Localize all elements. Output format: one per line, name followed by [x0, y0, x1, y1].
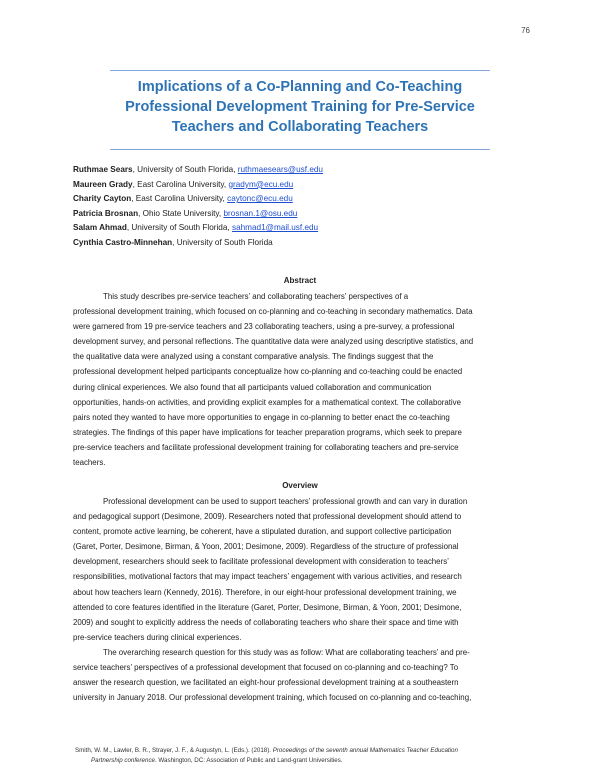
citation-footer	[75, 746, 458, 766]
text-line: Professional development can be used to support teachers’ professional growth and can vary in duration	[103, 497, 468, 506]
author-affiliation: , East Carolina University,	[131, 194, 228, 204]
text-line: This study describes pre-service teachers’ and collaborating teachers’ perspectives of a	[103, 292, 409, 301]
author-name: Cynthia Castro-Minnehan	[73, 237, 173, 247]
text-line: attended to core features identified in the literature (Garet, Porter, Desimone, Birman, & Yoon, 2001; Desimone,	[73, 602, 462, 612]
footer-line	[75, 756, 458, 766]
title-line: Teachers and Collaborating Teachers	[171, 119, 429, 135]
author-affiliation: , University of South Florida,	[126, 223, 232, 233]
text-line: 2009) and sought to explicitly address the needs of collaborating teachers who share their space and time with	[73, 617, 459, 627]
title-line: Professional Development Training for Pre-Service	[125, 99, 475, 115]
title-bottom-rule	[110, 149, 490, 150]
text-line: the qualitative data were analyzed using a constant comparative analysis. The findings suggest that the	[73, 352, 434, 362]
text-line: development, researchers should seek to facilitate professional development with consideration to teachers’	[73, 557, 449, 567]
text-line: strategies. The findings of this paper have implications for teacher preparation programs, which seek to prepare	[73, 427, 462, 437]
author-email-link[interactable]: gradym@ecu.edu	[228, 179, 294, 189]
overview-heading: Overview	[282, 481, 318, 490]
text-line: responsibilities, motivational factors that may impact teachers’ engagement with various activities, and research	[73, 572, 462, 582]
text-line: answer the research question, we facilitated an eight-hour professional development training at a southeastern	[73, 678, 459, 688]
footer-line	[75, 746, 458, 756]
text-line: content, promote active learning, be coherent, have a stipulated duration, and support collective participation	[73, 527, 452, 537]
author-email-link[interactable]: brosnan.1@osu.edu	[223, 208, 298, 218]
footer-italic: Partnership conference	[91, 757, 155, 764]
title-line: Implications of a Co-Planning and Co-Teaching	[137, 79, 463, 95]
author-entry	[73, 192, 323, 207]
author-affiliation: , University of South Florida	[172, 237, 273, 247]
author-name: Ruthmae Sears	[73, 165, 133, 174]
author-name: Salam Ahmad	[73, 223, 127, 233]
paper-title	[90, 77, 510, 137]
page-number: 76	[521, 26, 530, 35]
text-line: university in January 2018. Our professional development training, which focused on co-planning and co-teaching,	[73, 693, 472, 703]
author-name: Patricia Brosnan	[73, 208, 139, 218]
author-name: Maureen Grady	[73, 179, 133, 189]
author-email-link[interactable]: caytonc@ecu.edu	[227, 194, 293, 204]
author-email-link[interactable]: sahmad1@mail.usf.edu	[231, 223, 319, 233]
overview-body	[73, 494, 533, 705]
text-line: about how teachers learn (Kennedy, 2016). Therefore, in our eight-hour professional development training, we	[73, 587, 457, 597]
footer-text: Smith, W. M., Lawler, B. R., Strayer, J. F., & Augustyn, L. (Eds.). (2018).	[75, 747, 273, 754]
text-line: pairs noted they wanted to have more opportunities to engage in co-planning to better enact the co-teaching	[73, 412, 450, 422]
author-affiliation: , University of South Florida,	[132, 165, 238, 174]
footer-text: . Washington, DC: Association of Public and Land-grant Universities.	[154, 757, 343, 764]
author-entry	[73, 221, 323, 236]
text-line: service teachers’ perspectives of a professional development that focused on co-planning and co-teaching? To	[73, 663, 459, 673]
abstract-heading: Abstract	[283, 276, 317, 285]
author-affiliation: , East Carolina University,	[132, 179, 229, 189]
abstract-body	[73, 289, 533, 470]
author-email-link[interactable]: ruthmaesears@usf.edu	[237, 165, 323, 174]
text-line: professional development helped participants conceptualize how co-planning and co-teaching could be enacted	[73, 367, 463, 377]
text-line: during clinical experiences. We also found that all participants valued collaboration and communication	[73, 382, 432, 392]
author-entry	[73, 163, 323, 178]
text-line: development survey, and personal reflections. The quantitative data were analyzed using descriptive statistics, and	[73, 337, 474, 347]
author-entry	[73, 207, 323, 222]
text-line: opportunities, hands-on activities, and providing explicit examples for a mathematical context. The collaborative	[73, 397, 462, 407]
footer-italic: Proceedings of the seventh annual Mathematics Teacher Education	[272, 747, 458, 754]
text-line: teachers.	[73, 458, 106, 468]
title-top-rule	[110, 70, 490, 71]
author-entry	[73, 236, 323, 251]
author-name: Charity Cayton	[73, 194, 132, 204]
text-line: professional development training, which focused on co-planning and co-teaching in secondary mathematics. Data	[73, 307, 473, 317]
text-line: were garnered from 19 pre-service teachers and 23 collaborating teachers, using a pre-survey, a professional	[73, 322, 455, 332]
author-list	[73, 163, 323, 251]
author-affiliation: , Ohio State University,	[138, 208, 224, 218]
text-line: pre-service teachers and facilitate professional development training for collaborating teachers and pre-service	[73, 442, 459, 452]
author-entry	[73, 178, 323, 193]
text-line: and pedagogical support (Desimone, 2009). Researchers noted that professional development should attend to	[73, 512, 462, 522]
text-line: pre-service teachers during clinical experiences.	[73, 632, 242, 642]
text-line: (Garet, Porter, Desimone, Birman, & Yoon, 2001; Desimone, 2009). Regardless of the structure of professional	[73, 542, 459, 552]
text-line: The overarching research question for this study was as follow: What are collaborating teachers’ and pre-	[103, 647, 470, 657]
